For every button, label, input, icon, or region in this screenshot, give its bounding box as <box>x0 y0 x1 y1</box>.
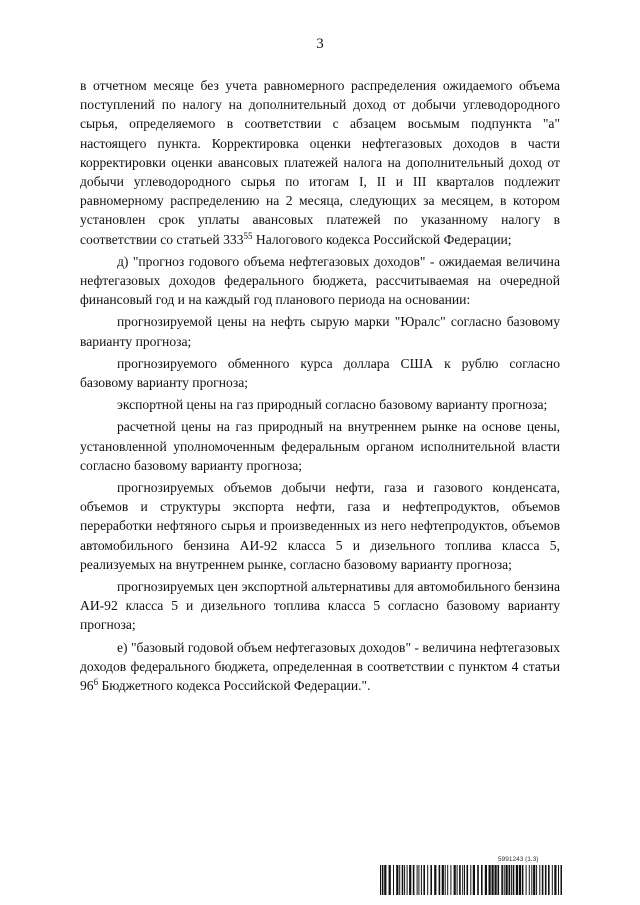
list-item-gas-export-price: экспортной цены на газ природный согласно базовому варианту прогноза; <box>117 397 548 413</box>
superscript: 55 <box>243 230 253 241</box>
page-number: 3 <box>316 36 324 52</box>
list-item-oil-price: прогнозируемой цены на нефть сырую марки "Юралс" согласно базовому варианту прогноза; <box>80 314 560 349</box>
superscript: 6 <box>93 677 99 688</box>
paragraph-text: е) "базовый годовой объем нефтегазовых доходов" - величина нефтегазовых доходов федерального бюджета, определенная в соответствии с пунктом 4 статьи 96 <box>80 639 560 694</box>
paragraph-text: в отчетном месяце без учета равномерного распределения ожидаемого объема поступлений по налогу на дополнительный доход от добычи углеводородного сырья, определяемого в соответствии с абзацем восьмым подпункта "а" настоящего пункта. Корректировка оценки нефтегазовых доходов в части корректировки оценки авансовых платежей налога на дополнительный доход от добычи углеводородного сырья по итогам I, II и III кварталов подлежит равномерному распределению на 2 месяца, следующих за месяцем, в котором установлен срок уплаты авансовых платежей по указанному налогу в соответствии со статьей 333 <box>80 78 560 247</box>
paragraph-text-after: Бюджетного кодекса Российской Федерации.". <box>98 678 371 694</box>
list-item-exchange-rate: прогнозируемого обменного курса доллара США к рублю согласно базовому варианту прогноза; <box>80 355 560 391</box>
paragraph-e-base-volume-definition <box>80 638 560 696</box>
barcode-id: 5991243 (1.3) <box>498 856 539 863</box>
paragraph-text-after: Налогового кодекса Российской Федерации; <box>252 231 512 247</box>
barcode-block <box>380 856 562 894</box>
list-item-gas-domestic-price: расчетной цены на газ природный на внутреннем рынке на основе цены, установленной уполномоченным федеральным органом исполнительной власти согласно базовому варианту прогноза; <box>80 419 560 473</box>
document-body <box>80 76 560 695</box>
list-item-export-alternative-prices: прогнозируемых цен экспортной альтернативы для автомобильного бензина АИ-92 класса 5 и дизельного топлива класса 5 согласно базовому варианту прогноза; <box>80 579 560 633</box>
paragraph-continuation <box>80 76 560 249</box>
paragraph-d-forecast-definition: д) "прогноз годового объема нефтегазовых доходов" - ожидаемая величина нефтегазовых доходов федерального бюджета, рассчитываемая на очередной финансовый год и на каждый год планового периода на основании: <box>80 253 560 308</box>
barcode-image <box>380 865 562 895</box>
list-item-production-volumes: прогнозируемых объемов добычи нефти, газа и газового конденсата, объемов и структуры экспорта нефти, газа и нефтепродуктов, объемов переработки нефтяного сырья и произведенных из него нефтепродуктов, объемов автомобильного бензина АИ-92 класса 5 и дизельного топлива класса 5, реализуемых на внутреннем рынке, согласно базовому варианту прогноза; <box>80 480 560 572</box>
